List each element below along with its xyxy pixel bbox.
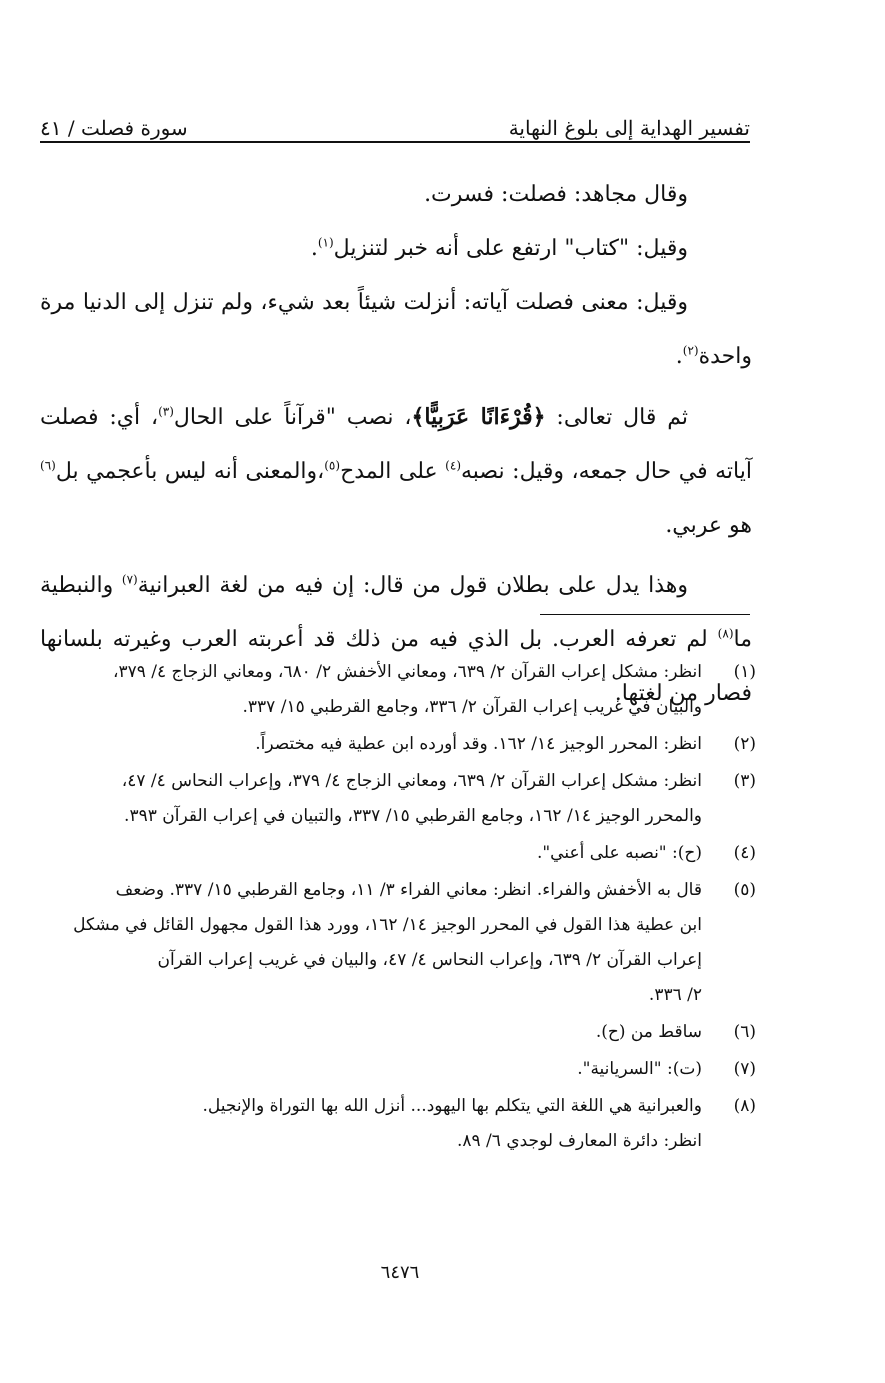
footnote-line: ٢/ ٣٣٦. [648,985,702,1005]
footnote-number: (٧) [733,1059,756,1079]
paragraph-3-end: . [675,344,683,369]
footnote-line: انظر: مشكل إعراب القرآن ٢/ ٦٣٩، ومعاني الزجاج ٤/ ٣٧٩، وإعراب النحاس ٤/ ٤٧، [121,771,702,791]
note-ref-6[interactable]: (٦) [40,458,56,473]
note-ref-4[interactable]: (٤) [445,458,461,473]
footnote-number: (٣) [733,771,756,791]
paragraph-3 [40,276,752,384]
footnote-line: انظر: مشكل إعراب القرآن ٢/ ٦٣٩، ومعاني الأخفش ٢/ ٦٨٠، ومعاني الزجاج ٤/ ٣٧٩، [112,662,702,682]
footnote-number: (٤) [733,843,756,863]
footnote-text [40,1015,702,1050]
footnote-number: (١) [733,662,756,682]
footnote-4 [40,836,756,871]
running-header [40,100,750,140]
paragraph-4-text-a: ثم قال تعالى: [556,405,689,430]
footnote-line: انظر: دائرة المعارف لوجدي ٦/ ٨٩. [456,1131,702,1151]
footnote-line: والمحرر الوجيز ١٤/ ١٦٢، وجامع القرطبي ١٥/ ٣٣٧، والتبيان في إعراب القرآن ٣٩٣. [124,806,702,826]
paragraph-2-end: . [310,236,318,261]
footnote-line: انظر: المحرر الوجيز ١٤/ ١٦٢. وقد أورده ابن عطية فيه مختصراً. [255,734,702,754]
note-ref-3[interactable]: (٣) [158,404,174,419]
footnote-number: (٨) [733,1096,756,1116]
paragraph-4-text-c: ، أي: فصلت آياته في حال جمعه، وقيل: نصبه [40,405,752,484]
footnote-3 [40,764,756,834]
main-text [40,168,752,721]
footnote-text [40,655,702,725]
paragraph-3-text: وقيل: معنى فصلت آياته: أنزلت شيئاً بعد شيء، ولم تنزل إلى الدنيا مرة واحدة [40,290,752,369]
paragraph-1-text: وقال مجاهد: فصلت: فسرت. [424,182,688,207]
note-ref-2[interactable]: (٢) [682,343,699,358]
book-title: تفسير الهداية إلى بلوغ النهاية [508,116,750,140]
footnote-line: ساقط من (ح). [595,1022,702,1042]
paragraph-1 [40,168,752,222]
paragraph-4-text-d: على المدح [340,459,446,484]
paragraph-2-text: وقيل: "كتاب" ارتفع على أنه خبر لتنزيل [333,236,688,261]
footnote-line: والعبرانية هي اللغة التي يتكلم بها اليهود... أنزل الله بها التوراة والإنجيل. [202,1096,702,1116]
note-ref-1[interactable]: (١) [317,235,334,250]
note-ref-5[interactable]: (٥) [324,458,341,473]
paragraph-5-text-a: وهذا يدل على بطلان قول من قال: إن فيه من لغة العبرانية [137,573,688,598]
paragraph-5-text-c: لم تعرفه العرب. بل الذي فيه من ذلك قد أعربته العرب وغيرته بلسانها فصار من لغتها. [40,627,752,706]
footnote-text [40,1052,702,1087]
footnote-line: ابن عطية هذا القول في المحرر الوجيز ١٤/ ١٦٢، وورد هذا القول مجهول القائل في مشكل [73,915,702,935]
footnote-line: (ت): "السريانية". [577,1059,702,1079]
footnote-text [40,764,702,834]
paragraph-4-text-b: ، نصب "قرآناً على الحال [173,405,412,430]
footnote-5 [40,873,756,1013]
header-rule [40,141,750,143]
footnote-line: قال به الأخفش والفراء. انظر: معاني الفراء ٣/ ١١، وجامع القرطبي ١٥/ ٣٣٧. وضعف [115,880,702,900]
footnotes [40,655,756,1161]
page-number: ٦٤٧٦ [380,1262,420,1283]
quran-quote: ﴿قُرْءَانًا عَرَبِيًّا﴾ [411,404,546,430]
footnote-separator [540,614,750,615]
paragraph-4-text-f: هو عربي. [665,513,752,538]
footnote-number: (٢) [733,734,756,754]
footnote-number: (٥) [733,880,756,900]
note-ref-8[interactable]: (٨) [717,626,734,641]
footnote-line: والبيان في غريب إعراب القرآن ٢/ ٣٣٦، وجامع القرطبي ١٥/ ٣٣٧. [242,697,702,717]
footnote-text [40,727,702,762]
footnote-6 [40,1015,756,1050]
paragraph-2 [40,222,752,276]
footnote-text [40,873,702,1013]
footnote-1 [40,655,756,725]
footnote-8 [40,1089,756,1159]
paragraph-5-text-b: والنبطية ما [40,573,752,652]
footnote-text [40,836,702,871]
paragraph-4 [40,390,752,553]
footnote-text [40,1089,702,1159]
note-ref-7[interactable]: (٧) [121,572,138,587]
footnote-7 [40,1052,756,1087]
footnote-number: (٦) [733,1022,756,1042]
footnote-line: إعراب القرآن ٢/ ٦٣٩، وإعراب النحاس ٤/ ٤٧، والبيان في غريب إعراب القرآن [157,950,702,970]
surah-reference: سورة فصلت / ٤١ [40,116,188,140]
paragraph-4-text-e: ،والمعنى أنه ليس بأعجمي بل [55,459,325,484]
footnote-2 [40,727,756,762]
footnote-line: (ح): "نصبه على أعني". [536,843,702,863]
